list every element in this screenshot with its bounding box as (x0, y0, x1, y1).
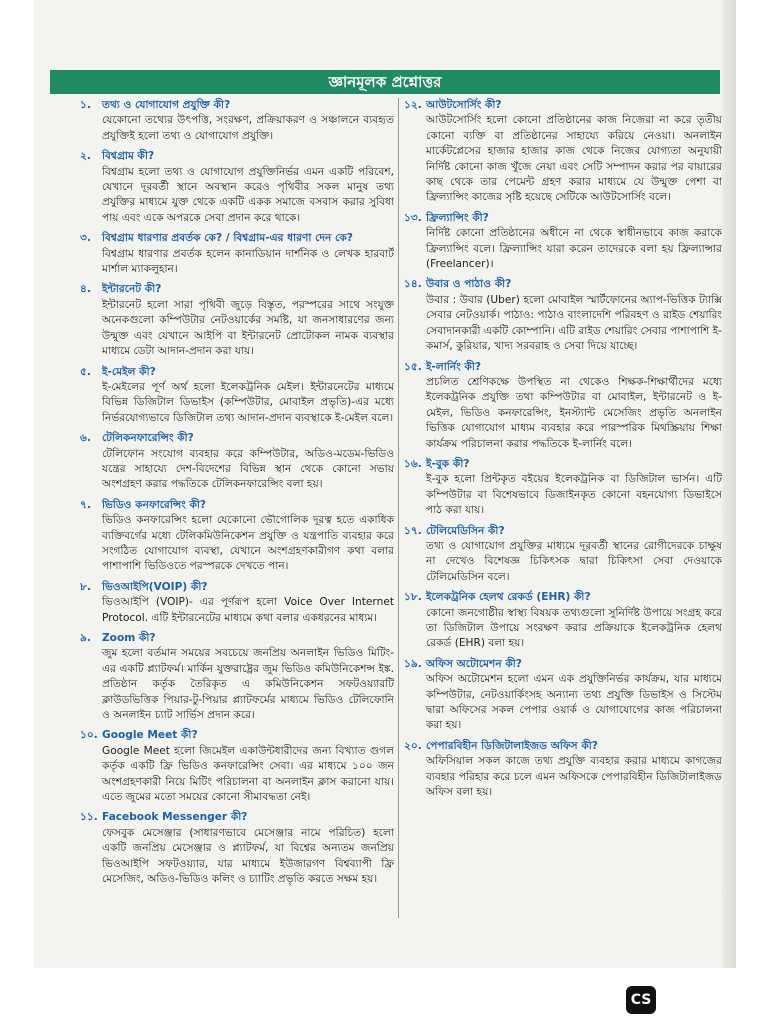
question (404, 524, 722, 539)
question-text: Facebook Messenger কী? (102, 811, 248, 824)
question-number: ৭. (80, 498, 91, 511)
question (80, 282, 394, 297)
answer-text: ইন্টারনেট হলো সারা পৃথিবী জুড়ে বিস্তৃত, পরস্পরের সাথে সংযুক্ত অনেকগুলো কম্পিউটার নেটওয়ার্কের সমষ্টি, যা জনসাধারণের জন্য উন্মুক্ত এবং যেখানে আইপি বা ইন্টারনেট প্রোটোকল নামক ব্যবস্থার মাধ্যমে ডেটা আদান-প্রদান করা যায়। (102, 298, 394, 358)
qa-item (80, 431, 394, 493)
question (80, 810, 394, 825)
question (404, 739, 722, 754)
question-number: ৪. (80, 283, 91, 296)
question (80, 631, 394, 646)
question-number: ১৪. (404, 278, 422, 291)
question-text: ই-বুক কী? (426, 457, 470, 470)
answer-text: নির্দিষ্ট কোনো প্রতিষ্ঠানের অধীনে না থেকে স্বাধীনভাবে কাজ করাকে ফ্রিল্যান্সিং বলে। ফ্রিল্যান্সিং যারা করেন তাদেরকে বলা হয় ফ্রিল্যান্সার (Freelancer)। (426, 227, 722, 271)
left-column (80, 98, 394, 984)
question (80, 498, 394, 513)
question (404, 277, 722, 292)
answer-text: বিশ্বগ্রাম ধারণার প্রবর্তক হলেন কানাডিয়ান দার্শনিক ও লেখক হারবার্ট মার্শাল ম্যাকলুহান। (102, 247, 394, 276)
answer-text: বিশ্বগ্রাম হলো তথ্য ও যোগাযোগ প্রযুক্তিনির্ভর এমন একটি পরিবেশ, যেখানে দূরবর্তী স্থানে অবস্থান করেও পৃথিবীর সকল মানুষ তথ্য প্রযুক্তির মাধ্যমে যুক্ত থেকে একটি একক সমাজে বসবাস করার সুবিধা পায় এবং একে অপরকে সেবা প্রদান করে থাকে। (102, 165, 394, 224)
question (80, 231, 394, 246)
camscanner-logo-icon: CS (626, 986, 656, 1014)
question-text: ফ্রিল্যান্সিং কী? (426, 211, 489, 224)
question-text: ইলেকট্রনিক হেলথ রেকর্ড (EHR) কী? (426, 591, 591, 604)
answer-text: প্রচলিত শ্রেণিকক্ষে উপস্থিত না থেকেও শিক্ষক-শিক্ষার্থীদের মধ্যে ইলেকট্রনিক প্রযুক্তি তথা কম্পিউটার বা মোবাইল, ইন্টারনেট ও ই-মেইল, ভিডিও কনফারেন্সিং, ইনস্ট্যান্ট মেসেজিং প্রভৃতি অনলাইন ভিত্তিক যোগাযোগ মাধ্যম ব্যবহার করে পারস্পরিক মিথস্ক্রিয়ায় শিক্ষা কার্যক্রম পরিচালনা করার পদ্ধতিকে ই-লার্নিং বলে। (426, 375, 722, 450)
qa-item (404, 739, 722, 801)
question-number: ১১. (80, 811, 98, 824)
question-number: ৮. (80, 580, 91, 593)
question-text: উবার ও পাঠাও কী? (426, 278, 512, 291)
column-divider (398, 98, 399, 918)
question-number: ১৫. (404, 360, 422, 373)
qa-item (80, 98, 394, 144)
question-number: ১০. (80, 729, 98, 742)
answer-text: ই-বুক হলো প্রিন্টকৃত বইয়ের ইলেকট্রনিক বা ডিজিটাল ভার্সন। এটি কম্পিউটার বা বিশেষভাবে ডিজাইনকৃত কোনো বহনযোগ্য ডিভাইসে পাঠ করা যায়। (426, 473, 722, 517)
qa-item (80, 728, 394, 805)
qa-item (404, 98, 722, 206)
question-text: ই-মেইল কী? (102, 365, 156, 378)
answer-text: ভিডিও কনফারেন্সিং হলো যেকোনো ভৌগোলিক দূরত্ব হতে একাধিক ব্যক্তিবর্গের মধ্যে টেলিকমিউনিকেশন প্রযুক্তি ও যন্ত্রপাতি ব্যবহার করে সংগঠিত যোগাযোগ ব্যবস্থা, যেখানে অংশগ্রহণকারীগণ কথা বলার পাশাপাশি ভিডিওতে পরস্পরকে দেখতে পান। (102, 514, 394, 573)
qa-item (404, 524, 722, 586)
question-number: ৬. (80, 432, 91, 445)
backdrop (0, 0, 34, 1024)
qa-item (80, 580, 394, 626)
question-number: ১৩. (404, 211, 422, 224)
answer-text: ই-মেইলের পূর্ণ অর্থ হলো ইলেকট্রনিক মেইল। ইন্টারনেটের মাধ্যমে বিভিন্ন ডিজিটাল ডিভাইস (কম্পিউটার, মোবাইল প্রভৃতি)-এর মধ্যে নির্ভরযোগ্যভাবে ডিজিটাল তথ্য আদান-প্রদান ব্যবস্থাকে ই-মেইল বলে। (102, 380, 394, 424)
right-column (404, 98, 722, 984)
answer-text: ফেসবুক মেসেঞ্জার (সাধারণভাবে মেসেঞ্জার নামে পরিচিত) হলো একটি জনপ্রিয় মেসেঞ্জার ও প্ল্যাটফর্ম, যা বিশ্বের অন্যতম জনপ্রিয় ভিওআইপি সফটওয়্যার, যার মাধ্যমে ইউজারগণ বিশ্বব্যাপী ফ্রি মেসেজিং, অডিও-ভিডিও কলিং ও চ্যাটিং প্রভৃতি করতে সক্ষম হয়। (102, 826, 394, 886)
question (404, 590, 722, 605)
question-text: Google Meet কী? (102, 729, 198, 742)
question-text: বিশ্বগ্রাম ধারণার প্রবর্তক কে? / বিশ্বগ্রাম-এর ধারণা দেন কে? (102, 232, 353, 245)
question-text: ই-লার্নিং কী? (426, 360, 482, 373)
question-number: ১. (80, 99, 91, 111)
qa-item (80, 498, 394, 575)
qa-item (80, 365, 394, 427)
question-text: বিশ্বগ্রাম কী? (102, 150, 155, 163)
answer-text: টেলিফোন সংযোগ ব্যবহার করে কম্পিউটার, অডিও-মডেম-ভিডিও যন্ত্রের সাহায্যে দেশ-বিদেশের বিভিন্ন স্থান থেকে কোনো সভায় অংশগ্রহণ করার পদ্ধতিকে টেলিকনফারেন্সিং বলা হয়। (102, 447, 394, 491)
qa-item (404, 277, 722, 354)
question-number: ১৮. (404, 591, 422, 604)
answer-text: অফিসিয়াল সকল কাজে তথ্য প্রযুক্তি ব্যবহার করার মাধ্যমে কাগজের ব্যবহার পরিহার করে চলে এমন অফিসকে পেপারবিহীন ডিজিটালাইজড অফিস বলা হয়। (426, 755, 722, 799)
qa-item (80, 631, 394, 723)
question-text: Zoom কী? (102, 632, 156, 644)
qa-item (80, 282, 394, 359)
question (404, 211, 722, 226)
answer-text: ভিওআইপি (VOIP)- এর পূর্ণরূপ হলো Voice Over Internet Protocol. এটি ইন্টারনেটের মাধ্যমে কথা বলার একধরনের মাধ্যম। (102, 596, 394, 624)
question-text: ভিডিও কনফারেন্সিং কী? (102, 498, 207, 511)
question (80, 98, 394, 113)
question (80, 728, 394, 743)
question (404, 360, 722, 375)
question-text: ভিওআইপি(VOIP) কী? (102, 580, 208, 593)
question-text: টেলিকনফারেন্সিং কী? (102, 432, 194, 445)
qa-item (80, 231, 394, 277)
answer-text: জুম হলো বর্তমান সময়ের সবচেয়ে জনপ্রিয় অনলাইন ভিডিও মিটিং-এর একটি প্ল্যাটফর্ম। মার্কিন যুক্তরাষ্ট্রের জুম ভিডিও কমিউনিকেশন্স ইঙ্ক. প্রতিষ্ঠান কর্তৃক তৈরিকৃত এ কমিউনিকেশন সফটওয়্যারটি ক্লাউডভিত্তিক পিয়ার-টু-পিয়ার প্ল্যাটফর্মের মাধ্যমে ভিডিও টেলিফোনি ও অনলাইন চ্যাট সার্ভিস প্রদান করে। (102, 647, 394, 722)
question-text: তথ্য ও যোগাযোগ প্রযুক্তি কী? (102, 99, 231, 111)
question-number: ১৭. (404, 524, 422, 537)
question-text: টেলিমেডিসিন কী? (426, 524, 505, 537)
question (404, 657, 722, 672)
answer-text: অফিস অটোমেশন হলো এমন এক প্রযুক্তিনির্ভর কার্যক্রম, যার মাধ্যমে কম্পিউটার, নেটওয়ার্কিংসহ অন্যান্য তথ্য প্রযুক্তি ডিভাইস ও সিস্টেম দ্বারা অফিসের সকল পেপার ওয়ার্ক ও যোগাযোগের কাজ পরিচালনা করা হয়। (426, 673, 722, 732)
qa-item (404, 211, 722, 273)
answer-text: যেকোনো তথ্যের উৎপত্তি, সংরক্ষণ, প্রক্রিয়াকরণ ও সঞ্চালনে ব্যবহৃত প্রযুক্তিই হলো তথ্য ও যোগাযোগ প্রযুক্তি। (102, 114, 394, 142)
question-number: ২০. (404, 739, 422, 752)
question-text: অফিস অটোমেশন কী? (426, 657, 522, 670)
question-text: আউটসোর্সিং কী? (426, 99, 502, 111)
page-edge-shadow (722, 0, 736, 968)
qa-item (80, 149, 394, 226)
qa-item (80, 810, 394, 887)
question (404, 457, 722, 472)
question-number: ৫. (80, 365, 91, 378)
answer-text: তথ্য ও যোগাযোগ প্রযুক্তির মাধ্যমে দূরবর্তী স্থানের রোগীদেরকে চাক্ষুষ না দেখেও বিশেষজ্ঞ চিকিৎসক দ্বারা চিকিৎসা সেবা দেওয়াকে টেলিমেডিসিন বলে। (426, 539, 722, 583)
question (80, 149, 394, 164)
qa-item (404, 457, 722, 519)
answer-text: কোনো জনগোষ্ঠীর স্বাস্থ্য বিষয়ক তথ্যগুলো সুনির্দিষ্ট উপায়ে সংগ্রহ করে তা ডিজিটাল উপায়ে সংরক্ষণ করার প্রক্রিয়াকে ইলেকট্রনিক হেলথ রেকর্ড (EHR) বলা হয়। (426, 606, 722, 650)
question (80, 365, 394, 380)
question (404, 98, 722, 113)
question-number: ১৯. (404, 657, 422, 670)
answer-text: আউটসোর্সিং হলো কোনো প্রতিষ্ঠানের কাজ নিজেরা না করে তৃতীয় কোনো ব্যক্তি বা প্রতিষ্ঠানের সাহায্যে করিয়ে নেওয়া। অনলাইন মার্কেটপ্লেসের হাজার হাজার কাজ থেকে নিজের যোগ্যতা অনুযায়ী নির্দিষ্ট কোনো কাজ খুঁজে নেয়া এবং সেটি সম্পাদন করার পর বায়ারের কাছ থেকে তার পেমেন্ট গ্রহণ করার মাধ্যমে যে উন্মুক্ত পেশা বা ফ্রিল্যান্সিং কাজের সৃষ্টি হয়েছে সেটিকে আউটসোর্সিং বলে। (426, 114, 722, 204)
question-text: ইন্টারনেট কী? (102, 283, 162, 296)
answer-text: উবার : উবার (Uber) হলো মোবাইল স্মার্টফোনের অ্যাপ-ভিত্তিক ট্যাক্সি সেবার নেটওয়ার্ক। পাঠাও: পাঠাও বাংলাদেশি পরিবহণ ও রাইড শেয়ারিং সেবাদানকারী একটি কোম্পানি। এটি রাইড শেয়ারিং সেবার পাশাপাশি ই-কমার্স, কুরিয়ার, খাদ্য সরবরাহ ও সেবা দিয়ে যাচ্ছে। (426, 293, 722, 353)
qa-item (404, 590, 722, 652)
question (80, 580, 394, 595)
question-number: ২. (80, 150, 91, 163)
section-title-banner: জ্ঞানমূলক প্রশ্নোত্তর (50, 70, 720, 94)
question-number: ৯. (80, 632, 91, 644)
question (80, 431, 394, 446)
question-text: পেপারবিহীন ডিজিটালাইজড অফিস কী? (426, 739, 598, 752)
answer-text: Google Meet হলো জিমেইল একাউন্টধারীদের জন্য বিখ্যাত গুগল কর্তৃক একটি ফ্রি ভিডিও কনফারেন্সিং সেবা। এর মাধ্যমে ১০০ জন অংশগ্রহণকারী নিয়ে মিটিং পরিচালনা বা অনলাইন ক্লাস করানো যায়। এতে জুমের মতো সময়ের কোনো সীমাবদ্ধতা নেই। (102, 744, 394, 804)
question-number: ৩. (80, 232, 91, 245)
question-number: ১৬. (404, 457, 422, 470)
question-number: ১২. (404, 99, 422, 111)
qa-item (404, 657, 722, 734)
qa-item (404, 360, 722, 452)
